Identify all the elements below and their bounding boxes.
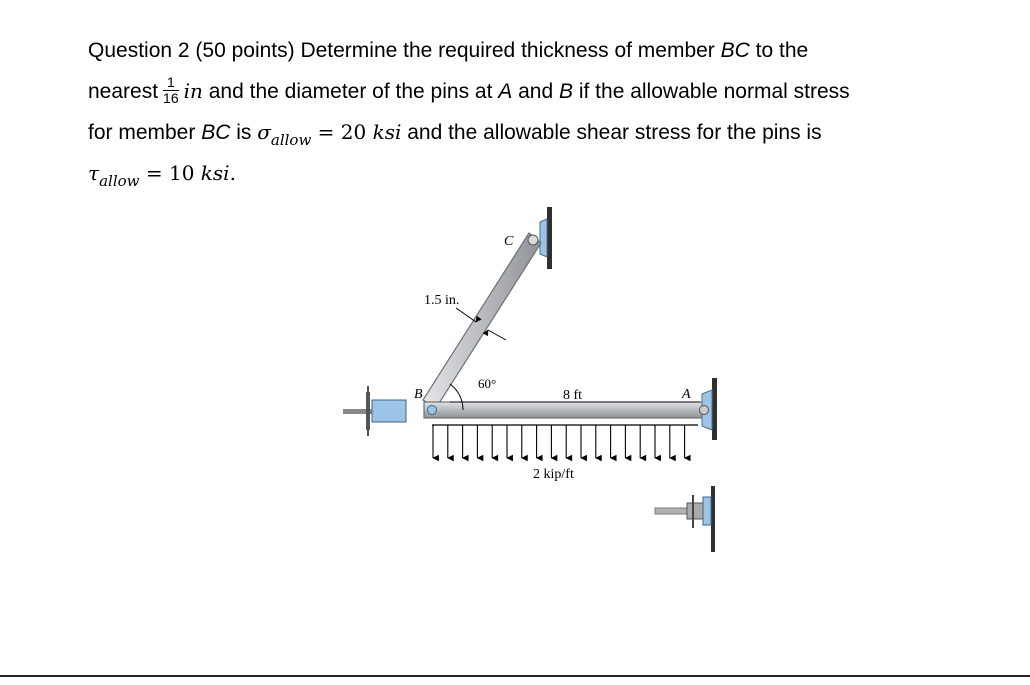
- pin-a-bracket: [703, 497, 711, 525]
- question-heading: Question 2 (50 points): [88, 39, 301, 62]
- label-b: B: [414, 387, 423, 402]
- pin-b: [428, 406, 437, 415]
- pin-b-head: [366, 392, 370, 430]
- pin-a-clevis: [687, 503, 703, 519]
- load-label: 2 kip/ft: [533, 467, 574, 482]
- load-arrows: [433, 425, 685, 458]
- pin-detail-b: [343, 386, 406, 436]
- bracket-c: [540, 219, 547, 257]
- wall-a: [712, 378, 717, 440]
- question-line-4: $\tau_{allow} = 10$ ksi.: [88, 161, 236, 190]
- question-line-2: nearest $\frac{1}{16}$ in and the diameter of the pins at A and B if the allowable normal stress: [88, 73, 850, 106]
- thickness-label: 1.5 in.: [424, 293, 460, 308]
- question-line-3: for member BC is $\sigma_{allow} = 20$ ksi and the allowable shear stress for the pins is: [88, 120, 822, 149]
- bottom-divider: [0, 675, 1030, 677]
- label-a: A: [682, 387, 691, 402]
- pin-c: [528, 235, 538, 245]
- question-line-1: Question 2 (50 points) Determine the required thickness of member BC to the: [88, 39, 809, 62]
- beam-bar: [424, 402, 710, 418]
- distributed-load: [432, 425, 698, 458]
- span-label: 8 ft: [563, 388, 583, 403]
- beam-ba: [424, 402, 710, 418]
- angle-label: 60°: [478, 376, 497, 391]
- wall-support-c: [540, 207, 552, 269]
- wall-c: [547, 207, 552, 269]
- pin-b-clevis: [372, 400, 406, 422]
- wall-support-a: [700, 378, 718, 440]
- pin-b-shaft: [343, 409, 375, 414]
- label-c: C: [504, 234, 514, 249]
- pin-a-shaft: [655, 508, 687, 514]
- wall-a-detail: [711, 486, 715, 552]
- pin-detail-a: [655, 486, 715, 552]
- sigma-symbol: σ: [257, 120, 271, 144]
- tau-symbol: τ: [88, 161, 100, 185]
- pin-a: [700, 406, 709, 415]
- fraction: $\frac{1}{16}$: [163, 73, 179, 106]
